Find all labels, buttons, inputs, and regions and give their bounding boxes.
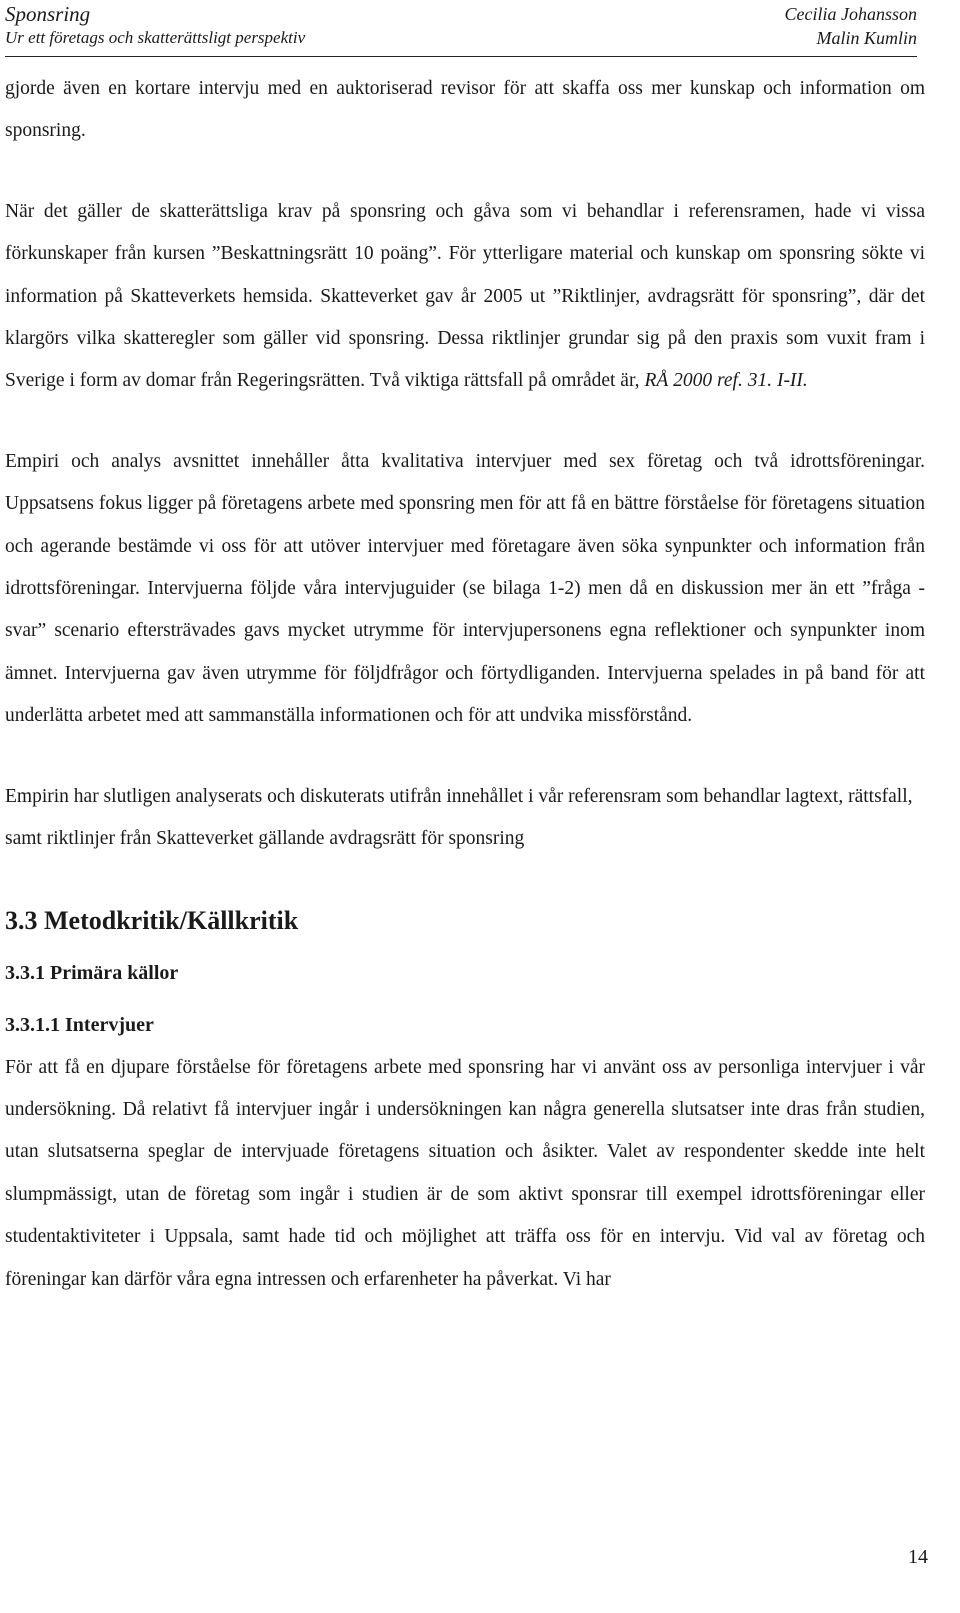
body-paragraph: Empirin har slutligen analyserats och diskuterats utifrån innehållet i vår referensram som behandlar lagtext, rättsfall, samt riktlinjer från Skatteverket gällande avdragsrätt för sponsring: [5, 785, 913, 850]
document-title: Sponsring: [5, 2, 91, 26]
author-name: Cecilia Johansson: [784, 4, 917, 24]
page-number: 14: [908, 1546, 928, 1568]
case-citation: RÅ 2000 ref. 31. I-II.: [644, 370, 808, 392]
body-paragraph: [5, 191, 925, 403]
subsubsection-heading: 3.3.1.1 Intervjuer: [5, 1013, 154, 1036]
header-right: [785, 2, 918, 50]
body-content: [5, 68, 925, 1301]
header-left: [5, 2, 305, 50]
document-subtitle: Ur ett företags och skatterättsligt perspektiv: [5, 28, 306, 47]
body-paragraph: För att få en djupare förståelse för företagens arbete med sponsring har vi använt oss av personliga intervjuer i vår undersökning. Då relativt få intervjuer ingår i undersökningen kan några generella slutsatser inte dras från studien, utan slutsatserna speglar de intervjuade företagens situation och åsikter. Valet av respondenter skedde inte helt slumpmässigt, utan de företag som ingår i studien är de som aktivt sponsrar till exempel idrottsföreningar eller studentaktiviteter i Uppsala, samt hade tid och möjlighet att träffa oss för en intervju. Vid val av företag och föreningar kan därför våra egna intressen och erfarenheter ha påverkat. Vi har: [5, 1056, 925, 1290]
running-header: [5, 0, 917, 57]
author-name: Malin Kumlin: [816, 28, 917, 48]
section-heading: 3.3 Metodkritik/Källkritik: [5, 905, 299, 935]
paragraph-text: När det gäller de skatterättsliga krav på sponsring och gåva som vi behandlar i referensramen, hade vi vissa förkunskaper från kursen ”Beskattningsrätt 10 poäng”. För ytterligare material och kunskap om sponsring sökte vi information på Skatteverkets hemsida. Skatteverket gav år 2005 ut ”Riktlinjer, avdragsrätt för sponsring”, där det klargörs vilka skatteregler som gäller vid sponsring. Dessa riktlinjer grundar sig på den praxis som vuxit fram i Sverige i form av domar från Regeringsrätten. Två viktiga rättsfall på området är,: [5, 200, 925, 392]
subsection-heading: 3.3.1 Primära källor: [5, 961, 179, 984]
body-paragraph: gjorde även en kortare intervju med en auktoriserad revisor för att skaffa oss mer kunskap och information om sponsring.: [5, 78, 925, 142]
body-paragraph: Empiri och analys avsnittet innehåller åtta kvalitativa intervjuer med sex företag och två idrottsföreningar. Uppsatsens fokus ligger på företagens arbete med sponsring men för att få en bättre förståelse för företagens situation och agerande bestämde vi oss för att utöver intervjuer med företagare även söka synpunkter och information från idrottsföreningar. Intervjuerna följde våra intervjuguider (se bilaga 1-2) men då en diskussion mer än ett ”fråga - svar” scenario eftersträvades gavs mycket utrymme för intervjupersonens egna reflektioner och synpunkter inom ämnet. Intervjuerna gav även utrymme för följdfrågor och förtydliganden. Intervjuerna spelades in på band för att underlätta arbetet med att sammanställa informationen och för att undvika missförstånd.: [5, 450, 925, 727]
